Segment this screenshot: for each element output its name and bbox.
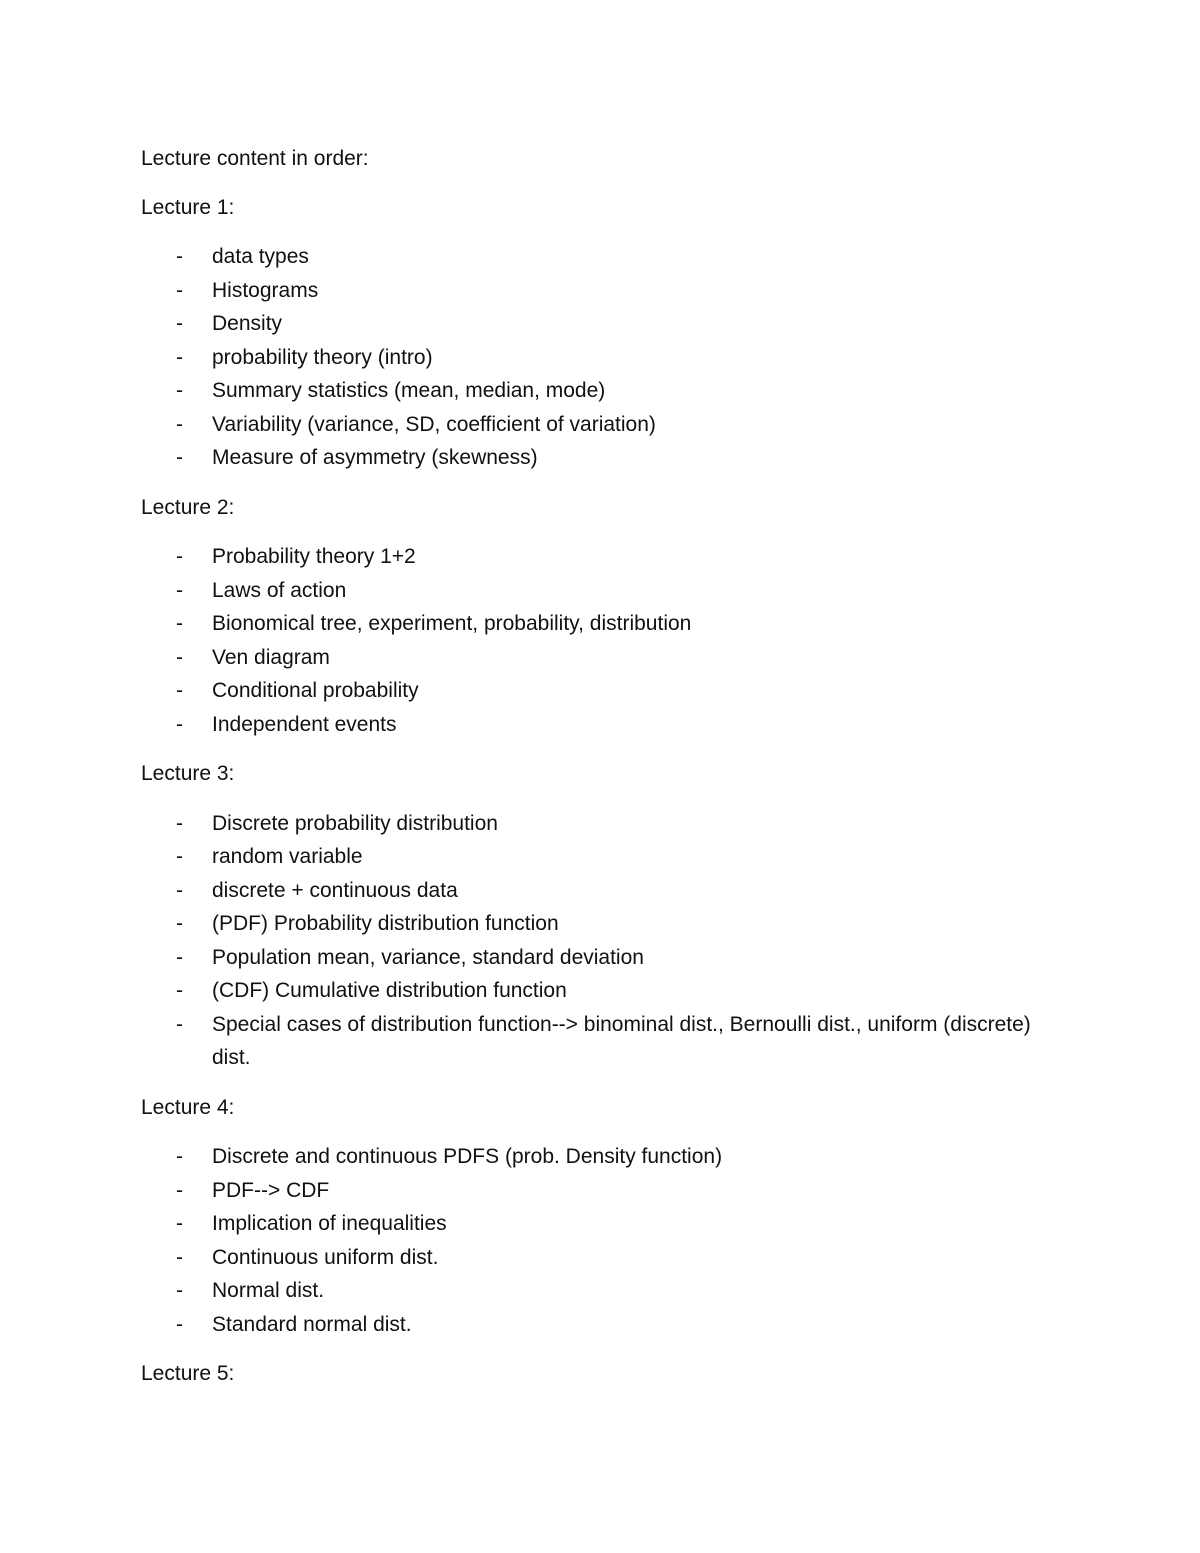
dash-bullet-icon: - bbox=[176, 1145, 183, 1168]
lecture-heading-4: Lecture 4: bbox=[141, 1095, 235, 1119]
list-item: - discrete + continuous data bbox=[141, 874, 1041, 908]
list-item: - Ven diagram bbox=[141, 641, 1041, 675]
lecture-heading-1: Lecture 1: bbox=[141, 195, 235, 219]
dash-bullet-icon: - bbox=[176, 1212, 183, 1235]
lecture-section-5 bbox=[141, 1357, 1041, 1391]
list-item: - Standard normal dist. bbox=[141, 1308, 1041, 1342]
lecture-heading-2: Lecture 2: bbox=[141, 495, 235, 519]
list-item: - Histograms bbox=[141, 274, 1041, 308]
list-item: - Normal dist. bbox=[141, 1274, 1041, 1308]
dash-bullet-icon: - bbox=[176, 245, 183, 268]
list-item: - random variable bbox=[141, 840, 1041, 874]
list-item: - PDF--> CDF bbox=[141, 1174, 1041, 1208]
list-item: - Independent events bbox=[141, 708, 1041, 742]
lecture-section-4 bbox=[141, 1091, 1041, 1342]
dash-bullet-icon: - bbox=[176, 345, 183, 369]
list-item: - Summary statistics (mean, median, mode) bbox=[141, 374, 1041, 408]
dash-bullet-icon: - bbox=[176, 1178, 183, 1202]
dash-bullet-icon: - bbox=[176, 1312, 183, 1336]
dash-bullet-icon: - bbox=[176, 1279, 183, 1302]
dash-bullet-icon: - bbox=[176, 645, 183, 669]
dash-bullet-icon: - bbox=[176, 446, 183, 469]
list-item: - (PDF) Probability distribution function bbox=[141, 907, 1041, 941]
list-item: - Special cases of distribution function--> binominal dist., Bernoulli dist., uniform (discrete) dist. bbox=[141, 1008, 1041, 1075]
lecture-heading-5: Lecture 5: bbox=[141, 1362, 235, 1385]
lecture-4-topic-list bbox=[141, 1140, 1041, 1341]
list-item: - Implication of inequalities bbox=[141, 1207, 1041, 1241]
lecture-1-topic-list bbox=[141, 240, 1041, 475]
dash-bullet-icon: - bbox=[176, 878, 183, 902]
list-item: - probability theory (intro) bbox=[141, 341, 1041, 375]
dash-bullet-icon: - bbox=[176, 712, 183, 736]
dash-bullet-icon: - bbox=[176, 979, 183, 1002]
dash-bullet-icon: - bbox=[176, 679, 183, 702]
list-item: - (CDF) Cumulative distribution function bbox=[141, 974, 1041, 1008]
lecture-heading-3: Lecture 3: bbox=[141, 762, 235, 785]
dash-bullet-icon: - bbox=[176, 612, 183, 635]
list-item: - Measure of asymmetry (skewness) bbox=[141, 441, 1041, 475]
dash-bullet-icon: - bbox=[176, 412, 183, 436]
list-item: - Discrete and continuous PDFS (prob. Density function) bbox=[141, 1140, 1041, 1174]
lecture-2-topic-list bbox=[141, 540, 1041, 741]
lecture-section-1 bbox=[141, 191, 1041, 475]
dash-bullet-icon: - bbox=[176, 912, 183, 935]
list-item: - Density bbox=[141, 307, 1041, 341]
dash-bullet-icon: - bbox=[176, 945, 183, 969]
dash-bullet-icon: - bbox=[176, 1245, 183, 1269]
dash-bullet-icon: - bbox=[176, 811, 183, 835]
lecture-section-3 bbox=[141, 757, 1041, 1075]
dash-bullet-icon: - bbox=[176, 578, 183, 602]
dash-bullet-icon: - bbox=[176, 1012, 183, 1036]
list-item: - Discrete probability distribution bbox=[141, 807, 1041, 841]
dash-bullet-icon: - bbox=[176, 312, 183, 335]
list-item: - Laws of action bbox=[141, 574, 1041, 608]
dash-bullet-icon: - bbox=[176, 278, 183, 302]
document-title: Lecture content in order: bbox=[141, 147, 369, 170]
list-item: - Population mean, variance, standard deviation bbox=[141, 941, 1041, 975]
list-item: - Conditional probability bbox=[141, 674, 1041, 708]
dash-bullet-icon: - bbox=[176, 545, 183, 568]
list-item: - Bionomical tree, experiment, probability, distribution bbox=[141, 607, 1041, 641]
list-item: - Continuous uniform dist. bbox=[141, 1241, 1041, 1275]
lecture-3-topic-list bbox=[141, 807, 1041, 1075]
document-page bbox=[141, 142, 1041, 1407]
list-item: - Variability (variance, SD, coefficient of variation) bbox=[141, 408, 1041, 442]
dash-bullet-icon: - bbox=[176, 379, 183, 402]
lecture-section-2 bbox=[141, 491, 1041, 742]
dash-bullet-icon: - bbox=[176, 845, 183, 868]
list-item: - Probability theory 1+2 bbox=[141, 540, 1041, 574]
list-item: - data types bbox=[141, 240, 1041, 274]
